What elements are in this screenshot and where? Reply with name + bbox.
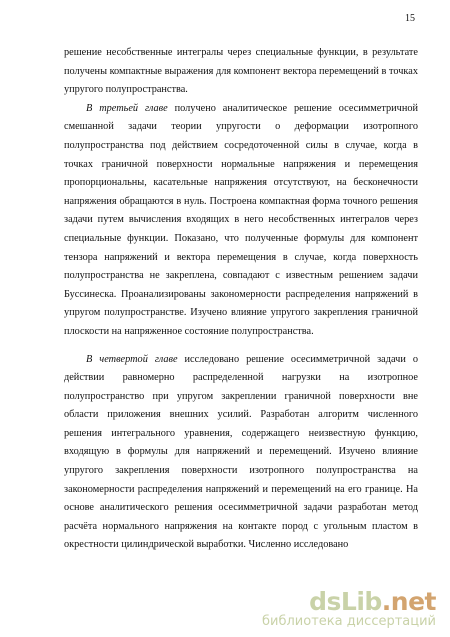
paragraph-intro: [64, 44, 418, 100]
paragraph-chapter-three: [64, 100, 418, 342]
watermark-subtitle: библиотека диссертаций: [262, 614, 436, 629]
paragraph-text: получено аналитическое решение осесимметричной смешанной задачи теории упругости о деформации изотропного полупространства под действием сосредоточенной силы в случае, когда в точках граничной поверхности нормальные напряжения и перемещения пропорциональны, касательные напряжения отсутствуют, на бесконечности напряжения обращаются в нуль. Построена компактная форма точного решения задачи путем вычисления входящих в него несобственных интегралов через специальные функции. Показано, что полученные формулы для компонент тензора напряжений и вектора перемещения в случае, когда поверхность полупространства не закреплена, совпадают с известным решением задачи Буссинеска. Проанализированы закономерности распределения напряжений в упругом полупространстве. Изучено влияние упругого закрепления граничной плоскости на напряженное состояние полупространства.: [64, 102, 418, 337]
chapter-lead: В четвертой главе: [86, 353, 178, 365]
watermark-logo: [262, 587, 436, 616]
watermark-logo-main: dsLib: [309, 587, 382, 616]
paragraph-chapter-four: [64, 351, 418, 556]
document-body: [64, 44, 418, 555]
dslib-watermark: [262, 587, 436, 629]
watermark-logo-suffix: .net: [381, 587, 436, 616]
paragraph-text: решение несобственные интегралы через специальные функции, в результате получены компактные выражения для компонент вектора перемещений в точках упругого полупространства.: [64, 47, 418, 96]
paragraph-text: исследовано решение осесимметричной задачи о действии равномерно распределенной нагрузки на изотропное полупространство при упругом закреплении граничной поверхности вне области приложения внешних усилий. Разработан алгоритм численного решения интегрального уравнения, содержащего неизвестную функцию, входящую в формулы для напряжений и перемещений. Изучено влияние упругого закрепления поверхности изотропного полупространства на закономерности распределения напряжений и перемещений на его границе. На основе аналитического решения осесимметричной задачи разработан метод расчёта нормального напряжения на контакте пород с угольным пластом в окрестности цилиндрической выработки. Численно исследовано: [64, 353, 418, 551]
chapter-lead: В третьей главе: [86, 102, 168, 114]
page-number: 15: [405, 13, 415, 24]
